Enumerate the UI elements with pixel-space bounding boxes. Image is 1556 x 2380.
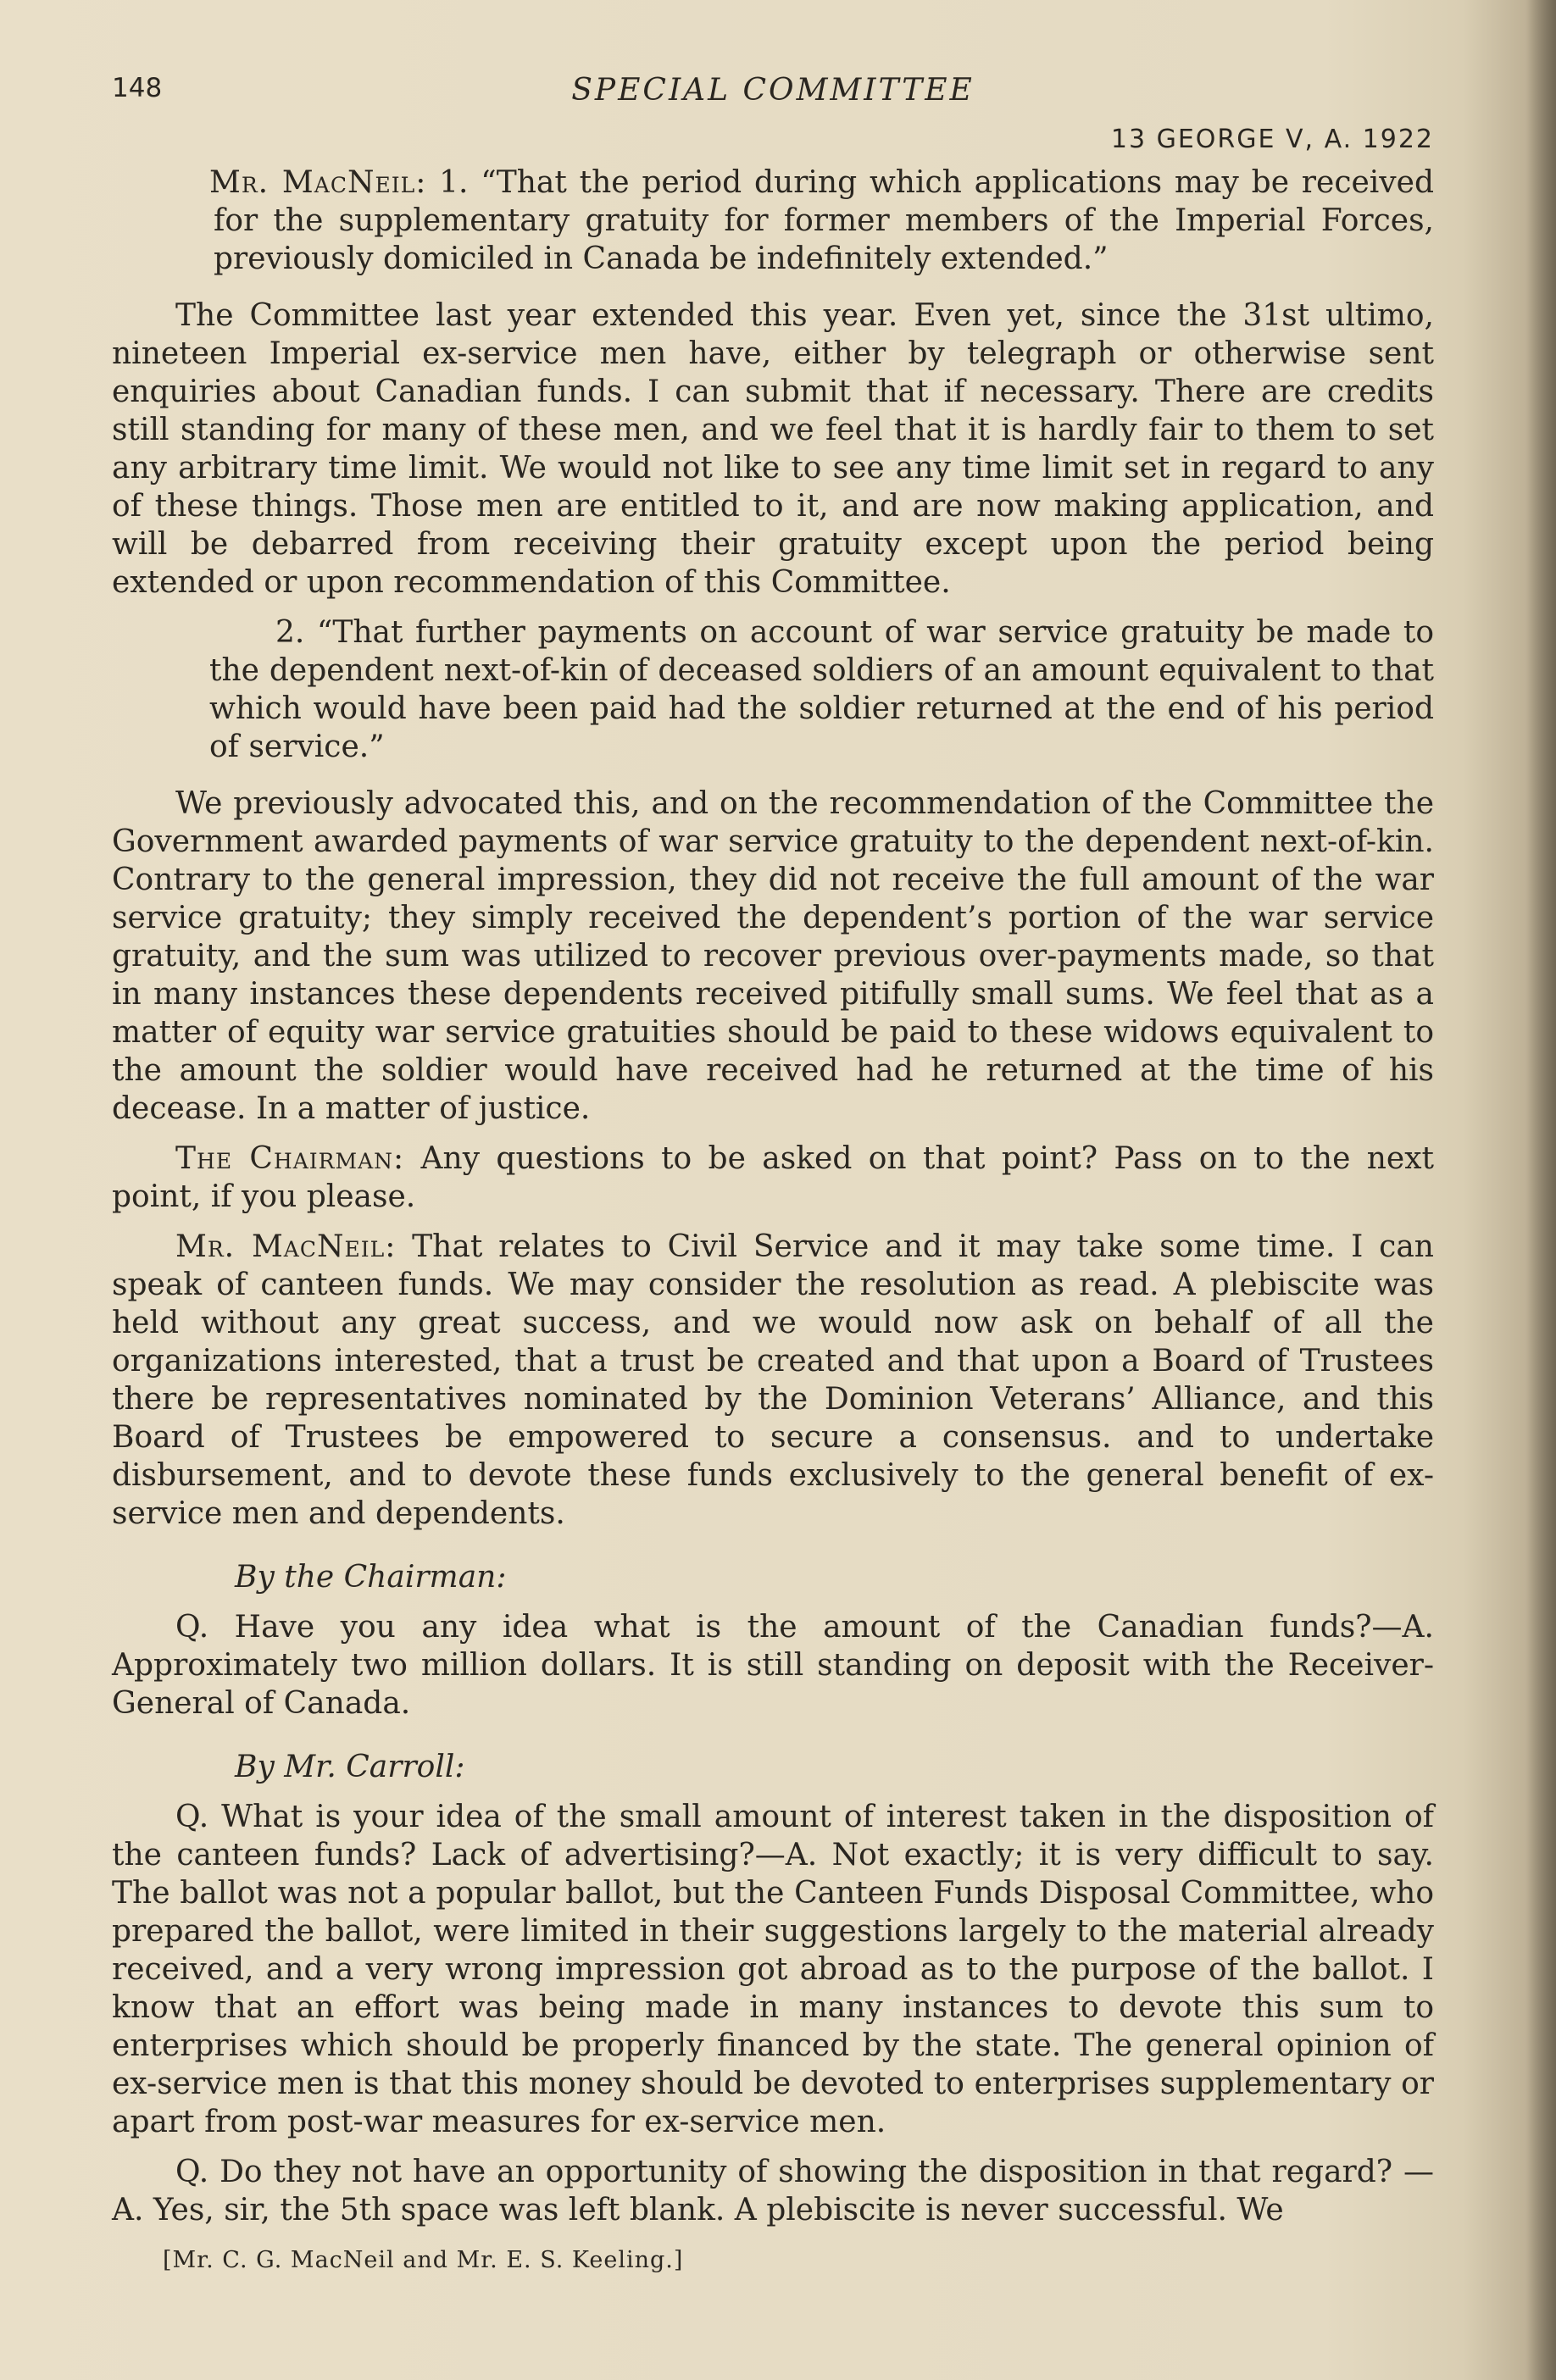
page-header xyxy=(112,69,1434,120)
paragraph-dependents: We previously advocated this, and on the recommendation of the Committee the Government awarded payments of war service gratuity to the dependent next-of-kin. Contrary to the general impression, they did not receive the full amount of the war service gratuity; they simply received the dependent’s portion of the war service gratuity, and the sum was utilized to recover previous over-payments made, so that in many instances these dependents received pitifully small sums. We feel that as a matter of equity war service gratuities should be paid to these widows equivalent to the amount the soldier would have received had he returned at the time of his decease. In a matter of justice. xyxy=(112,786,1434,1126)
question-interest: Q. What is your idea of the small amount of interest taken in the disposition of the canteen funds? Lack of advertising?—A. Not exactly; it is very difficult to say. The ballot was not a popular ballot, but the Canteen Funds Disposal Committee, who prepared the ballot, were limited in their suggestions largely to the material already received, and a very wrong impression got abroad as to the purpose of the ballot. I know that an effort was being made in many instances to devote this sum to enterprises which should be properly financed by the state. The general opinion of ex-service men is that this money should be devoted to enterprises supplementary or apart from post-war measures for ex-service men. xyxy=(112,1800,1434,2139)
question-canadian-funds: Q. Have you any idea what is the amount of the Canadian funds?—A. Approximately two million dollars. It is still standing on deposit with the Receiver-General of Canada. xyxy=(112,1610,1434,1721)
resolution-one-text: 1. “That the period during which applications may be received for the supplementary gratuity for former members of the Imperial Forces, previously domiciled in Canada be indefinitely extended.” xyxy=(214,165,1434,276)
page-number: 148 xyxy=(112,73,163,103)
speaker-macneil: Mr. MacNeil: xyxy=(209,165,427,200)
speaker-macneil-2: Mr. MacNeil: xyxy=(175,1229,397,1264)
resolution-one xyxy=(209,164,1434,278)
session-reference: 13 GEORGE V, A. 1922 xyxy=(1110,125,1434,154)
page-content xyxy=(112,69,1434,2279)
macneil-canteen-funds xyxy=(112,1228,1434,1533)
macneil-canteen-text: That relates to Civil Service and it may take some time. I can speak of canteen funds. We may consider the resolution as read. A plebiscite was held without any great success, and we would now ask on behalf of all the organizations interested, that a trust be created and that upon a Board of Trustees there be representatives nominated by the Dominion Veterans’ Alliance, and this Board of Trustees be empowered to secure a consensus. and to undertake disbursement, and to devote these funds exclusively to the general benefit of ex-service men and dependents. xyxy=(112,1229,1434,1531)
speaker-chairman: The Chairman: xyxy=(175,1141,405,1176)
examiner-carroll-heading: By Mr. Carroll: xyxy=(235,1750,465,1784)
page-binding-shadow xyxy=(1527,0,1556,2380)
running-title: SPECIAL COMMITTEE xyxy=(571,73,975,108)
paragraph-imperial-ex-service: The Committee last year extended this year. Even yet, since the 31st ultimo, nineteen Imperial ex-service men have, either by telegraph or otherwise sent enquiries about Canadian funds. I can submit that if necessary. There are credits still standing for many of these men, and we feel that it is hardly fair to them to set any arbitrary time limit. We would not like to see any time limit set in regard to any of these things. Those men are entitled to it, and are now making application, and will be debarred from receiving their gratuity except upon the period being extended or upon recommendation of this Committee. xyxy=(112,298,1434,600)
resolution-two: 2. “That further payments on account of war service gratuity be made to the dependent next-of-kin of deceased soldiers of an amount equivalent to that which would have been paid had the soldier returned at the end of his period of service.” xyxy=(209,615,1434,764)
chairman-remark xyxy=(112,1140,1434,1216)
question-disposition: Q. Do they not have an opportunity of showing the disposition in that regard? —A. Yes, sir, the 5th space was left blank. A plebiscite is never successful. We xyxy=(112,2155,1434,2227)
examiner-chairman-heading: By the Chairman: xyxy=(235,1560,507,1595)
witness-footer: [Mr. C. G. MacNeil and Mr. E. S. Keeling.] xyxy=(163,2247,684,2273)
chairman-remark-text: Any questions to be asked on that point? Pass on to the next point, if you please. xyxy=(112,1141,1434,1214)
